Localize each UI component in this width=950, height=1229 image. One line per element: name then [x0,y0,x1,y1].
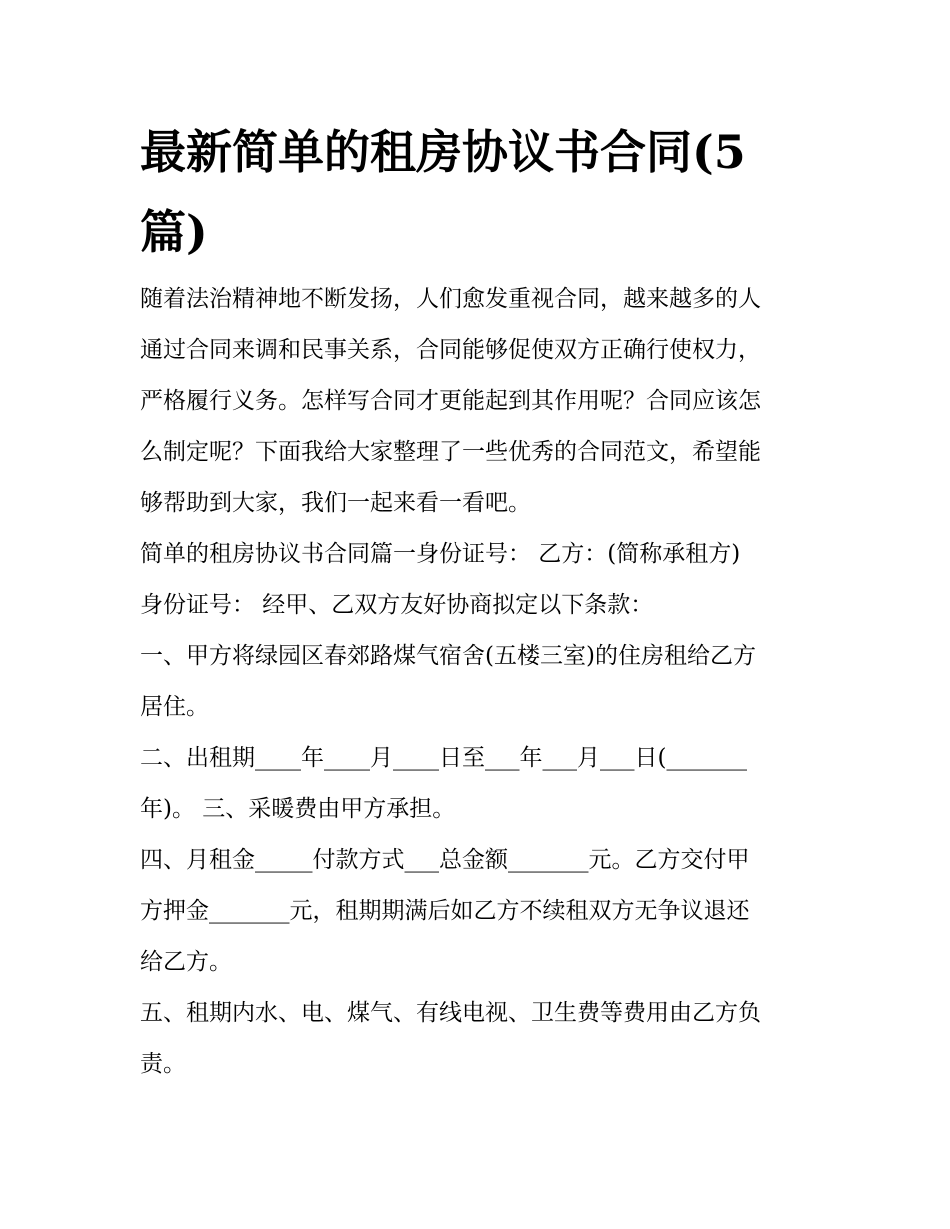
body-line: 严格履行义务。怎样写合同才更能起到其作用呢？合同应该怎 [140,388,761,414]
body-line: 简单的租房协议书合同篇一身份证号： 乙方：(简称承租方) [140,541,741,567]
body-line: 年)。 三、采暖费由甲方承担。 [140,796,456,822]
document-title [140,112,820,272]
document-body [140,274,816,1090]
body-line: 二、出租期____年____月____日至___年___月___日(_______ [140,745,747,771]
body-line: 么制定呢？下面我给大家整理了一些优秀的合同范文，希望能 [140,439,761,465]
body-line: 五、租期内水、电、煤气、有线电视、卫生费等费用由乙方负 [140,1000,761,1026]
body-line: 责。 [140,1051,186,1077]
body-line: 随着法治精神地不断发扬，人们愈发重视合同，越来越多的人 [140,286,761,312]
body-line: 四、月租金_____付款方式___总金额_______元。乙方交付甲 [140,847,750,873]
title-line-1: 最新简单的租房协议书合同(5 [140,125,746,179]
body-line: 身份证号： 经甲、乙双方友好协商拟定以下条款： [140,592,654,618]
body-line: 给乙方。 [140,949,232,975]
body-line: 方押金_______元，租期期满后如乙方不续租双方无争议退还 [140,898,750,924]
body-line: 居住。 [140,694,209,720]
body-line: 通过合同来调和民事关系，合同能够促使双方正确行使权力， [140,337,761,363]
title-line-2: 篇) [140,205,208,259]
body-line: 够帮助到大家，我们一起来看一看吧。 [140,490,531,516]
body-line: 一、甲方将绿园区春郊路煤气宿舍(五楼三室)的住房租给乙方 [140,643,756,669]
